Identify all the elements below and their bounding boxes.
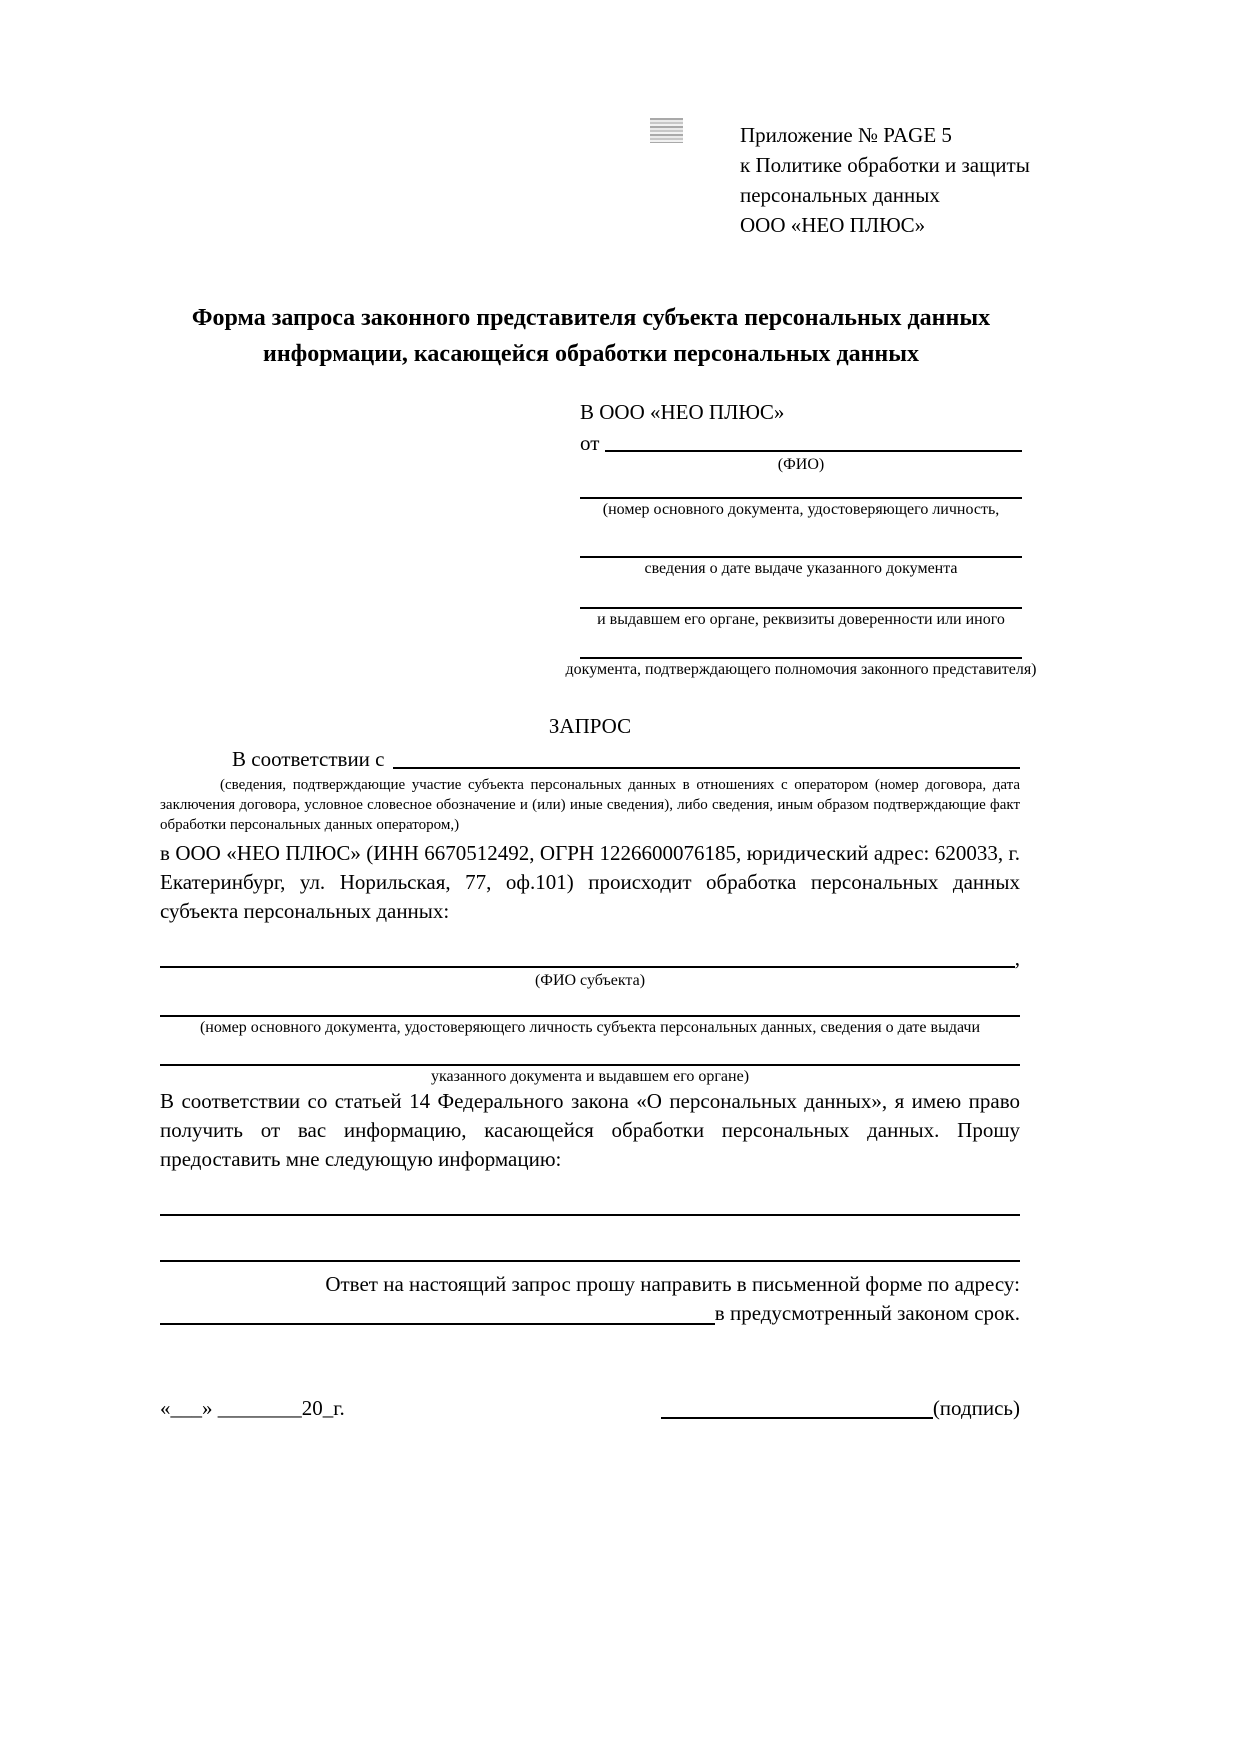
addressee-block (565, 398, 1037, 680)
subject-doc-blank-field2 (160, 1064, 1020, 1066)
document-title-line2: информации, касающейся обработки персональных данных (263, 341, 919, 367)
fio-caption: (ФИО) (777, 456, 825, 473)
subject-fio-blank-field (160, 944, 1015, 968)
signature-blank-field (661, 1417, 933, 1419)
doc-powers-blank-field (580, 657, 1022, 659)
appendix-header (740, 120, 1060, 240)
subject-doc-caption1: (номер основного документа, удостоверяющего личность субъекта персональных данных, сведения о дате выдачи (199, 1019, 981, 1036)
from-row (580, 429, 1022, 455)
requested-info-blank-field2 (160, 1260, 1020, 1262)
doc-authority-caption: и выдавшем его органе, реквизиты доверенности или иного (597, 611, 1005, 628)
fio-blank-field (605, 429, 1022, 452)
intro-label: В соответствии с (232, 747, 385, 771)
request-heading: ЗАПРОС (548, 714, 632, 738)
signature-caption: (подпись) (932, 1396, 1020, 1420)
law-paragraph: В соответствии со статьей 14 Федерального закона «О персональных данных», я имею право получить от вас информацию, касающейся обработки персональных данных. Прошу предоставить мне следующую информацию: (160, 1089, 1020, 1171)
basis-caption: (сведения, подтверждающие участие субъекта персональных данных в отношениях с оператором (номер договора, дата заключения договора, условное словесное обозначение и (или) иные сведения), либо сведения, иным образом подтверждающие факт обработки персональных данных оператором,) (160, 777, 1020, 833)
date-line: «___» ________20_г. (160, 1396, 345, 1420)
subject-doc-blank-field (160, 1015, 1020, 1017)
footer-row (160, 1394, 1020, 1423)
doc-issue-date-caption: сведения о дате выдаче указанного документа (644, 560, 958, 577)
request-body (160, 712, 1020, 1423)
paragraph-marks-icon (650, 118, 683, 143)
reply-address-blank-field (160, 1299, 715, 1325)
trailing-comma: , (1014, 946, 1020, 970)
subject-fio-caption: (ФИО субъекта) (534, 972, 646, 989)
reply-suffix: в предусмотренный законом срок. (714, 1301, 1020, 1325)
basis-blank-field (393, 745, 1021, 769)
requested-info-blank-field1 (160, 1214, 1020, 1216)
doc-number-blank-field (580, 497, 1022, 499)
appendix-number-line: Приложение № PAGE 5 (740, 123, 952, 147)
signature-group (661, 1394, 1020, 1423)
appendix-policy-line2: персональных данных (740, 183, 940, 207)
appendix-policy-line: к Политике обработки и защиты (740, 153, 1030, 177)
from-label: от (580, 431, 600, 455)
subject-doc-caption2: указанного документа и выдавшем его органе) (430, 1068, 750, 1085)
doc-number-caption: (номер основного документа, удостоверяющего личность, (602, 501, 1000, 518)
doc-powers-caption: документа, подтверждающего полномочия законного представителя) (565, 661, 1037, 678)
addressee-to: В ООО «НЕО ПЛЮС» (580, 400, 785, 424)
doc-authority-blank-field (580, 607, 1022, 609)
document-title (150, 300, 1032, 372)
reply-address-row (160, 1299, 1020, 1328)
reply-line: Ответ на настоящий запрос прошу направить в письменной форме по адресу: (325, 1272, 1020, 1296)
doc-issue-date-blank-field (580, 556, 1022, 558)
intro-row (160, 745, 1020, 772)
operator-paragraph: в ООО «НЕО ПЛЮС» (ИНН 6670512492, ОГРН 1226600076185, юридический адрес: 620033, г. Екатеринбург, ул. Норильская, 77, оф.101) происходит обработка персональных данных субъекта персональных данных: (160, 841, 1020, 923)
appendix-company-line: ООО «НЕО ПЛЮС» (740, 213, 926, 237)
subject-fio-row (160, 944, 1020, 971)
document-title-line1: Форма запроса законного представителя субъекта персональных данных (191, 305, 991, 331)
